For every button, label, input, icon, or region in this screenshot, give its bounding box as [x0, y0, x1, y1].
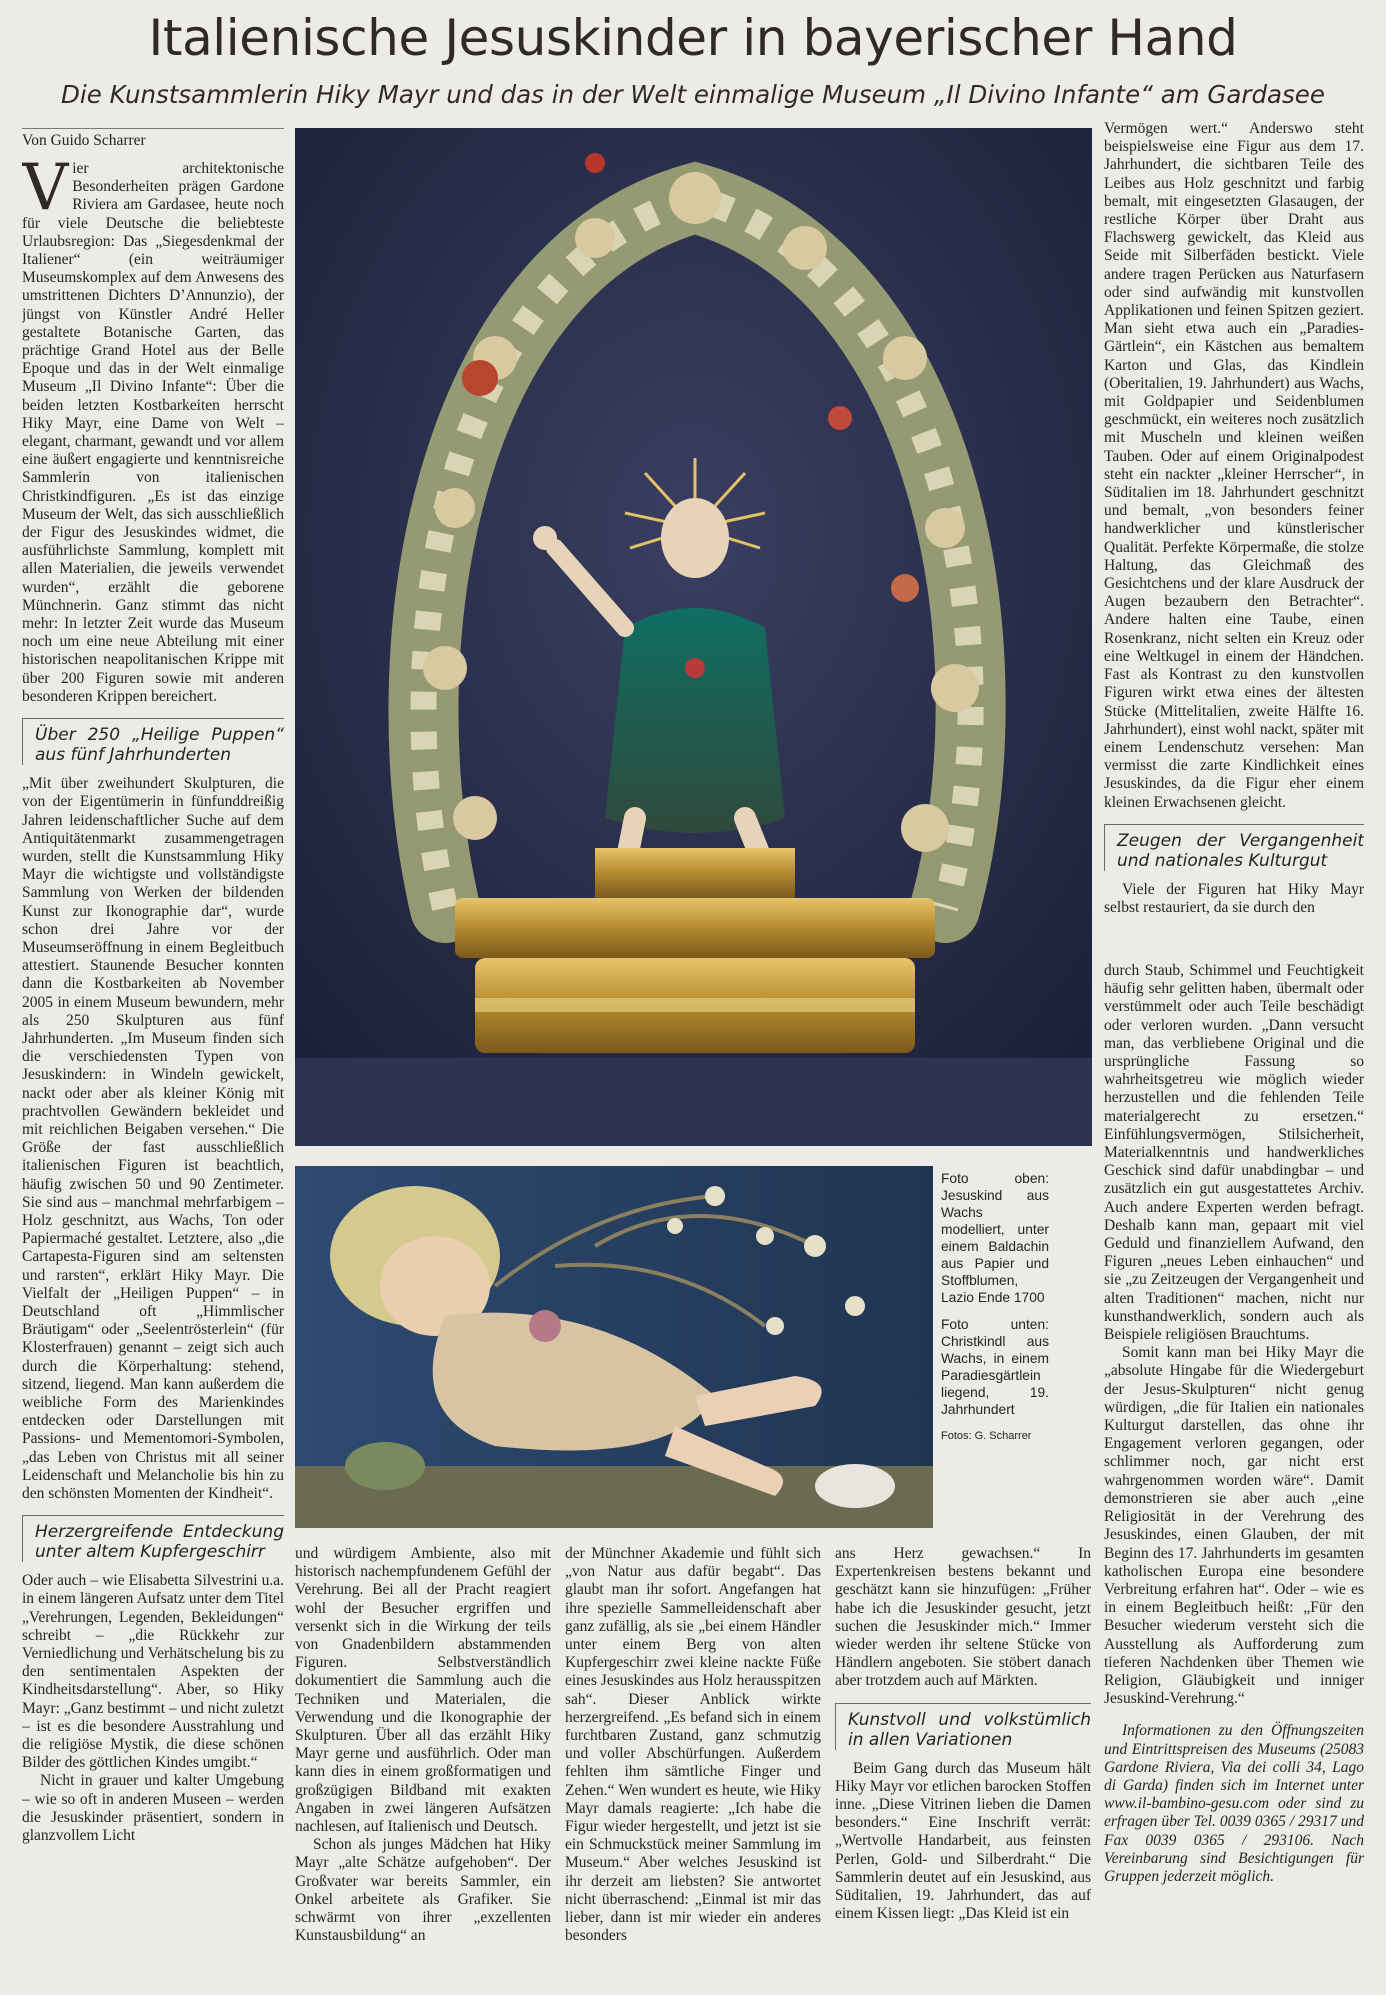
- subhead-zeugen-der-vergangenheit: Zeugen der Vergangenheit und nationales Kulturgut: [1104, 824, 1364, 871]
- subhead-heilige-puppen: Über 250 „Heilige Puppen“ aus fünf Jahrhunderten: [22, 718, 284, 765]
- intro-text: ier architektonische Besonderheiten prägen Gardone Riviera am Gardasee, heute noch für viele Deutsche die beliebteste Urlaubsregion: Das „Siegesdenkmal der Italiener“ (ein weiträumiger Museumskomplex auf dem Anwesens des umstrittenen Dichters D’Annunzio), der jüngst von Künstler André Heller gestaltete Botanische Garten, das prächtige Grand Hotel aus der Belle Epoque und das in der Welt einmalige Museum „Il Divino Infante“: Über die beiden letzten Kostbarkeiten herrscht Hiky Mayr, eine Dame von Welt – elegant, charmant, gewandt und vor allem eine äußert engagierte und kenntnisreiche Sammlerin von italienischen Christkindfiguren. „Es ist das einzige Museum der Welt, das sich ausschließlich der Figur des Jesuskindes widmet, die ausführlichste Sammlung, komplett mit allen Materialien, die jeweils verwendet wurden“, erzählt die geborene Münchnerin. Ganz stimmt das nicht mehr: In letzter Zeit wurde das Museum noch um eine neue Abteilung mit einer historischen neapolitanischen Krippe mit über 200 Figuren sowie mit anderen besonderen Krippen bereichert.: [22, 160, 284, 705]
- museum-info: Informationen zu den Öffnungszeiten und Eintrittspreisen des Museums (25083 Gardone Riviera, Via dei colli 34, Lago di Garda) finden sich im Internet unter www.il-bambino-gesu.com oder sind zu erfragen über Tel. 0039 0365 / 29317 und Fax 0039 0365 / 293106. Nach Vereinbarung sind Besichtigungen für Gruppen jederzeit möglich.: [1104, 1722, 1364, 1885]
- column-6: [1104, 962, 1364, 1975]
- caption-top: Foto oben: Jesuskind aus Wachs modelliert, unter einem Baldachin aus Papier und Stoffblumen, Lazio Ende 1700: [941, 1171, 1049, 1305]
- paragraph: ans Herz gewachsen.“ In Expertenkreisen bestens bekannt und geschätzt kann sie hinzufügen: „Früher habe ich die Jesuskinder gesucht, jetzt suchen die Jesuskinder mich.“ Immer wieder werden ihr seltene Stücke von Händlern angeboten. Sie stöbert danach aber trotzdem auch auf Märkten.: [835, 1545, 1091, 1690]
- photo-christkindl-paradiesgaertlein: [295, 1166, 933, 1528]
- caption-bottom: Foto unten: Christkindl aus Wachs, in einem Paradiesgärtlein liegend, 19. Jahrhundert: [941, 1317, 1049, 1417]
- column-4: [835, 1545, 1091, 1975]
- paragraph: Vermögen wert.“ Anderswo steht beispielsweise eine Figur aus dem 17. Jahrhundert, die sichtbaren Teile des Leibes aus Holz geschnitzt und farbig bemalt, mit eingesetzten Glasaugen, der restliche Körper über Draht aus Flachswerg gewickelt, das Kleid aus Seide mit Silberfäden bestickt. Viele andere tragen Perücken aus Naturfasern oder sind aufwändig mit kunstvollen Applikationen und feinen Spitzen geziert. Man sieht etwa auch ein „Paradies-Gärtlein“, ein Kästchen aus bemaltem Karton und Glas, das Kindlein (Oberitalien, 19. Jahrhundert) aus Wachs, mit Goldpapier und Seidenblumen geschmückt, ein weiteres noch zusätzlich mit Muscheln und kleinen weißen Tauben. Oder auf einem Originalpodest steht ein nackter „kleiner Herrscher“, in Süditalien im 18. Jahrhundert geschnitzt und bemalt, „von besonders feiner handwerklicher und künstlerischer Qualität. Perfekte Körpermaße, die stolze Haltung, das Gleichmaß des Gesichtchens und der klare Ausdruck der Augen bezaubern den Betrachter“. Andere halten eine Taube, einen Rosenkranz, nicht selten ein Kreuz oder eine Weltkugel in einem der Händchen. Fast als Kontrast zu den kunstvollen Figuren wirkt etwa eines der ältesten Stücke (Mittelitalien, zweite Hälfte 16. Jahrhundert), einst wohl nackt, später mit einem Lendenschutz versehen: Man vermisst die zarte Kindlichkeit eines Jesuskindes, da die Figur eher einem kleinen Erwachsenen gleicht.: [1104, 120, 1364, 811]
- paragraph: Oder auch – wie Elisabetta Silvestrini u.a. in einem längeren Aufsatz unter dem Titel „Verehrungen, Legenden, Bekleidungen“ schreibt – „die Rückkehr zur Verniedlichung und Verhätschelung bis zu den sentimentalen Aspekten der Kindheitsdarstellung“. Aber, so Hiky Mayr: „Ganz bestimmt – und nicht zuletzt – ist es die besondere Ausstrahlung und die religiöse Mystik, die diese schönen Bilder des göttlichen Kindes umgibt.“: [22, 1572, 284, 1772]
- column-2: [295, 1545, 551, 1975]
- paragraph: Nicht in grauer und kalter Umgebung – wie so oft in anderen Museen – werden die Jesuskinder präsentiert, sondern in glanzvollem Licht: [22, 1772, 284, 1845]
- dropcap: V: [22, 151, 69, 225]
- subheadline: Die Kunstsammlerin Hiky Mayr und das in der Welt einmalige Museum „Il Divino Infante“ am Gardasee: [61, 80, 1325, 109]
- column-3: [565, 1545, 821, 1975]
- headline: Italienische Jesuskinder in bayerischer Hand: [148, 9, 1238, 67]
- photo-jesuskind-baldachin: [295, 128, 1092, 1146]
- paragraph: und würdigem Ambiente, also mit historisch nachempfundenem Gefühl der Verehrung. Bei all der Pracht reagiert wohl der Besucher ergriffen und versenkt sich in die Wirkung der teils von Gnadenbildern abstammenden Figuren. Selbstverständlich dokumentiert die Sammlung auch die Techniken und Materialen, die Verwendung und die Ikonographie der Skulpturen. Über all das erzählt Hiky Mayr gerne und ausführlich. Oder man kann dies in einem großformatigen und großzügigen Bildband mit exakten Angaben in zwei längeren Aufsätzen nachlesen, auf Italienisch und Deutsch.: [295, 1545, 551, 1836]
- paragraph: durch Staub, Schimmel und Feuchtigkeit häufig sehr gelitten haben, übermalt oder verstümmelt oder auch Teile beschädigt oder verloren wurden. „Dann versucht man, das verbliebene Original und die ursprüngliche Fassung so wahrheitsgetreu wie möglich wieder herzustellen und die fehlenden Teile materialgerecht zu ersetzen.“ Einfühlungsvermögen, Stilsicherheit, Materialkenntnis und handwerkliches Geschick sind dafür unabdingbar – und zusätzlich ein gut ausgestattetes Archiv. Auch andere Experten werden befragt. Deshalb kann man, gepaart mit viel Geduld und finanziellem Aufwand, den Figuren „neues Leben einhauchen“ und sie „zu Zeitzeugen der Vergangenheit und alten Traditionen“ machen, nicht nur kunsthandwerklich, sondern auch als Beispiele religiösen Brauchtums.: [1104, 962, 1364, 1344]
- paragraph: Schon als junges Mädchen hat Hiky Mayr „alte Schätze aufgehoben“. Der Großvater war bereits Sammler, ein Onkel arbeitete als Grafiker. Sie schwärmt von ihrer „exzellenten Kunstausbildung“ an: [295, 1836, 551, 1945]
- intro-paragraph: [22, 151, 284, 706]
- subhead-kunstvoll-volkstuemlich: Kunstvoll und volkstümlich in allen Variationen: [835, 1703, 1091, 1750]
- photo-jesuskind-baldachin-image: [295, 128, 1092, 1146]
- paragraph: Viele der Figuren hat Hiky Mayr selbst restauriert, da sie durch den: [1104, 880, 1364, 916]
- column-5: [1104, 120, 1364, 950]
- column-1: [22, 132, 284, 1972]
- photo-christkindl-image: [295, 1166, 933, 1528]
- paragraph: Somit kann man bei Hiky Mayr die „absolute Hingabe für die Wiedergeburt der Jesus-Skulpturen“ nicht genug würdigen, „die für Italien ein nationales Kulturgut darstellen, das ohne ihr Engagement verloren gegangen, oder schlimmer noch, gar nicht erst wahrgenommen worden wäre“. Damit demonstrieren sie aber auch „eine Religiosität in der Verehrung des Jesuskindes, einen Glauben, der mit Beginn des 17. Jahrhunderts im gesamten katholischen Europa eine besondere Verbreitung erfahren hat“. Oder – wie es in einem Begleitbuch heißt: „Für den Besucher wiederum versteht sich die Ausstellung als Aufforderung zum tieferen Nachdenken über Themen wie Religion, Gläubigkeit und inniger Jesuskind-Verehrung.“: [1104, 1344, 1364, 1708]
- paragraph: der Münchner Akademie und fühlt sich „von Natur aus dafür begabt“. Das glaubt man ihr sofort. Angefangen hat ihre spezielle Sammelleidenschaft aber ganz zufällig, als sie „bei einem Händler unter einem Berg von alten Kupfergeschirr zwei kleine nackte Füße eines Jesuskindes aus Holz herausspitzen sah“. Dieser Anblick wirkte herzergreifend. „Es befand sich in einem furchtbaren Zustand, ganz schmutzig und voller Abschürfungen. Außerdem fehlten ihm sämtliche Finger und Zehen.“ Wen wundert es heute, wie Hiky Mayr damals reagierte: „Ich habe die Figur wieder hergestellt, und jetzt ist sie ein Schmuckstück meiner Sammlung im Museum.“ Aber welches Jesuskind ist ihr derzeit am liebsten? Sie antwortet nicht überraschend: „Einmal ist mir das lieber, dann ist mir wieder ein anderes besonders: [565, 1545, 821, 1945]
- byline: Von Guido Scharrer: [22, 132, 146, 149]
- paragraph: Beim Gang durch das Museum hält Hiky Mayr vor etlichen barocken Stoffen inne. „Diese Vitrinen lieben die Damen besonders.“ Eine Inschrift verrät: „Wertvolle Handarbeit, aus feinsten Perlen, Gold- und Silberdraht.“ Die Sammlerin deutet auf ein Jesuskind, aus Süditalien, 19. Jahrhundert, das auf einem Kissen liegt: „Das Kleid ist ein: [835, 1759, 1091, 1923]
- subhead-herzergreifende-entdeckung: Herzergreifende Entdeckung unter altem Kupfergeschirr: [22, 1515, 284, 1562]
- photo-captions: [941, 1170, 1049, 1445]
- paragraph: „Mit über zweihundert Skulpturen, die von der Eigentümerin in fünfunddreißig Jahren leidenschaftlicher Suche auf dem Antiquitätenmarkt zusammengetragen wurden, stellt die Kunstsammlung Hiky Mayr die wichtigste und vollständigste Sammlung von Werken der bildenden Kunst zur Ikonographie dar“, wurde schon drei Jahre vor der Museumseröffnung in einem Begleitbuch attestiert. Staunende Besucher konnten dann die Kostbarkeiten ab November 2005 in einem Museum bewundern, mehr als 250 Skulpturen aus fünf Jahrhunderten. „Im Museum finden sich die verschiedensten Typen von Jesuskindern: in Windeln gewickelt, nackt oder aber als kleiner König mit prachtvollen Gewändern bekleidet und mit reichlichen Beigaben versehen.“ Die Größe der fast ausschließlich italienischen Figuren ist beachtlich, häufig zwischen 50 und 90 Zentimeter. Sie sind aus – manchmal mehrfarbigem – Holz geschnitzt, aus Wachs, Ton oder Papiermaché gestaltet. Letztere, also „die Cartapesta-Figuren sind am seltensten und rarsten“, erklärt Hiky Mayr. Die Vielfalt der „Heiligen Puppen“ – in Deutschland oft „Himmlischer Bräutigam“ oder „Seelentrösterlein“ (für Klosterfrauen) genannt – zeigt sich auch durch die Körperhaltung: stehend, sitzend, liegend. Man kann außerdem die weibliche Form des Marienkindes entdecken oder Darstellungen mit Passions- und Mementomori-Symbolen, „das Leben von Christus mit all seiner Leidenschaft und Melancholie bis hin zu den schönsten Momenten der Kindheit“.: [22, 775, 284, 1503]
- photo-credit: Fotos: G. Scharrer: [941, 1430, 1032, 1442]
- byline-rule: [22, 128, 284, 129]
